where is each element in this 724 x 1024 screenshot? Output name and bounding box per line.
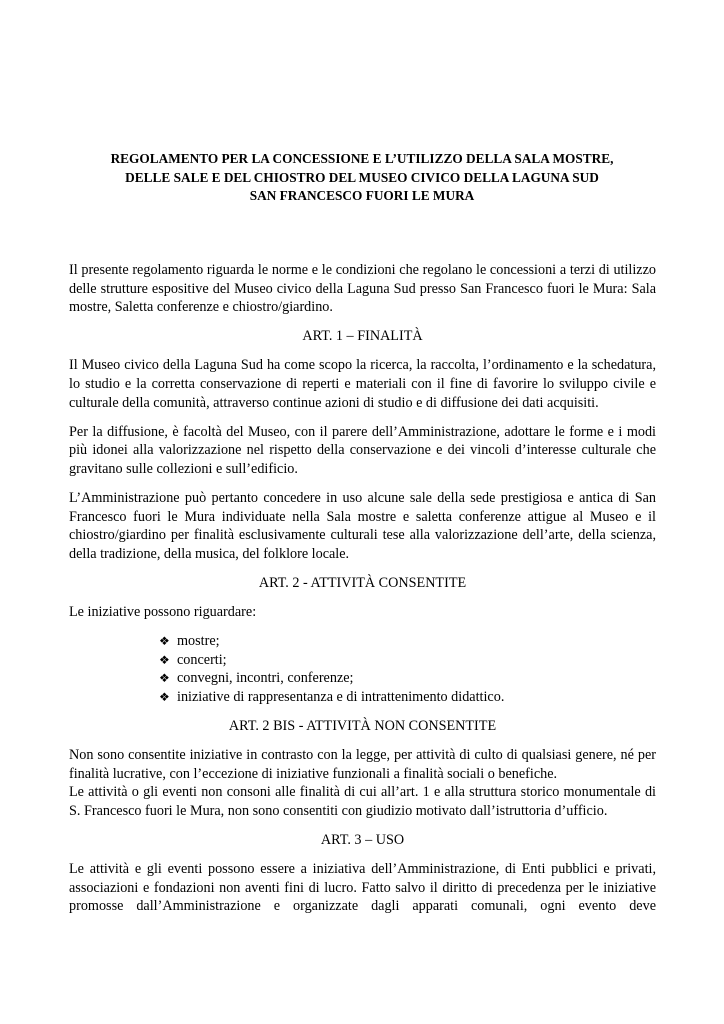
intro-paragraph: Il presente regolamento riguarda le norme e le condizioni che regolano le concessioni a terzi di utilizzo delle strutture espositive del Museo civico della Laguna Sud presso San Francesco fuori le Mura: Sala mostre, Saletta conferenze e chiostro/giardino. bbox=[69, 262, 656, 316]
art2-intro: Le iniziative possono riguardare: bbox=[69, 603, 257, 620]
title-line-3: SAN FRANCESCO FUORI LE MURA bbox=[249, 188, 475, 203]
diamond-star-bullet-icon: ❖ bbox=[159, 652, 170, 667]
list-item bbox=[159, 688, 639, 707]
list-item bbox=[159, 632, 639, 651]
list-item-text: iniziative di rappresentanza e di intrattenimento didattico. bbox=[177, 688, 505, 705]
list-item bbox=[159, 669, 639, 688]
art3-paragraph: Le attività e gli eventi possono essere a iniziativa dell’Amministrazione, di Enti pubblici e privati, associazioni e fondazioni non aventi fini di lucro. Fatto salvo il diritto di precedenza per le iniziative promosse dall’Amministrazione e organizzate dagli apparati comunali, ogni evento deve bbox=[69, 860, 656, 915]
diamond-star-bullet-icon: ❖ bbox=[159, 671, 170, 686]
document-title bbox=[60, 150, 664, 206]
list-item-text: convegni, incontri, conferenze; bbox=[177, 670, 354, 687]
diamond-star-bullet-icon: ❖ bbox=[159, 634, 170, 648]
document-body bbox=[69, 261, 656, 926]
title-line-1: REGOLAMENTO PER LA CONCESSIONE E L’UTILIZZO DELLA SALA MOSTRE, bbox=[110, 151, 614, 166]
title-line-2: DELLE SALE E DEL CHIOSTRO DEL MUSEO CIVICO DELLA LAGUNA SUD bbox=[125, 169, 599, 185]
art2-heading: ART. 2 - ATTIVITÀ CONSENTITE bbox=[258, 574, 467, 591]
art2bis-paragraph-1: Non sono consentite iniziative in contrasto con la legge, per attività di culto di qualsiasi genere, né per finalità lucrative, con l’eccezione di iniziative funzionali a finalità sociali o benefiche. bbox=[69, 746, 656, 782]
art3-heading: ART. 3 – USO bbox=[320, 831, 405, 848]
list-item-text: concerti; bbox=[177, 651, 227, 668]
diamond-star-bullet-icon: ❖ bbox=[159, 689, 170, 704]
art1-paragraph-1: Il Museo civico della Laguna Sud ha come scopo la ricerca, la raccolta, l’ordinamento e la schedatura, lo studio e la corretta conservazione di reperti e materiali con il fine di favorire lo sviluppo civile e culturale della comunità, attraverso continue azioni di studio e di diffusione dei dati acquisiti. bbox=[69, 357, 656, 411]
list-item-text: mostre; bbox=[177, 633, 220, 649]
art1-paragraph-2: Per la diffusione, è facoltà del Museo, con il parere dell’Amministrazione, adottare le forme e i modi più idonei alla valorizzazione nel rispetto della conservazione e dei vincoli d’interesse culturale che gravitano sulle collezioni e sull’edificio. bbox=[69, 423, 656, 477]
list-item bbox=[159, 651, 639, 670]
art1-paragraph-3: L’Amministrazione può pertanto concedere in uso alcune sale della sede prestigiosa e antica di San Francesco fuori le Mura individuate nella Sala mostre e saletta conferenze attigue al Museo e il chiostro/giardino per finalità esclusivamente culturali tese alla valorizzazione dell’arte, della scienza, della tradizione, della musica, del folklore locale. bbox=[69, 489, 656, 562]
art1-heading: ART. 1 – FINALITÀ bbox=[302, 328, 423, 345]
art2-activities-list bbox=[159, 632, 639, 706]
art2bis-paragraph-2: Le attività o gli eventi non consoni alle finalità di cui all’art. 1 e alla struttura storico monumentale di S. Francesco fuori le Mura, non sono consentiti con giudizio motivato dall’istruttoria d’ufficio. bbox=[69, 784, 656, 819]
art2bis-heading: ART. 2 BIS - ATTIVITÀ NON CONSENTITE bbox=[228, 717, 497, 734]
